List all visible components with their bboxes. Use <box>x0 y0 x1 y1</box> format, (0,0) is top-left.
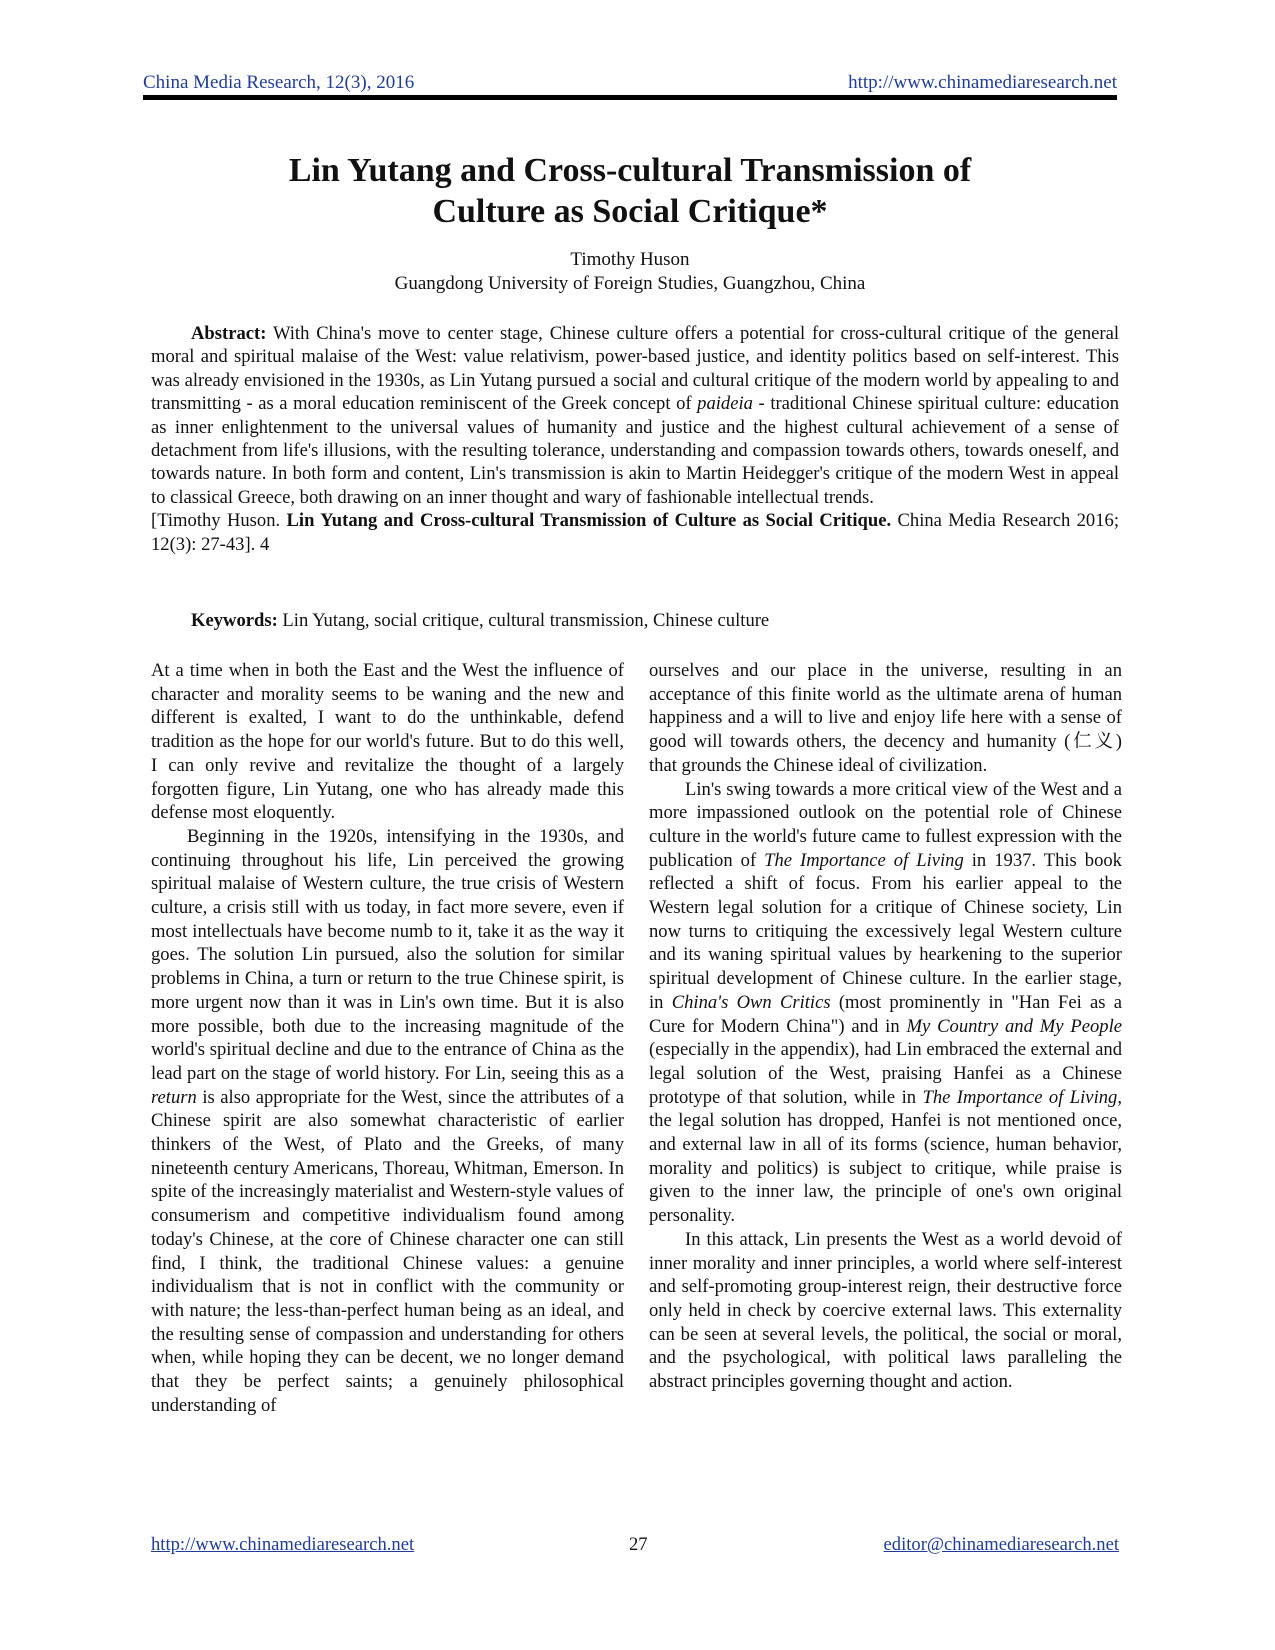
abstract-text-a: With China's move to center stage, Chinese culture offers a potential for cross-cultural critique of the general moral and spiritual malaise of the West: value relativism, power-based justice, and identity politics based on self-interest. This was already envisioned in the 1930s, as Lin Yutang pursued a social and cultural critique of the modern world by appealing to and transmitting - as a moral education reminiscent of the Greek concept of <box>151 323 1119 415</box>
abstract-italic: paideia <box>697 393 753 415</box>
citation-title: Lin Yutang and Cross-cultural Transmission of Culture as Social Critique. <box>286 510 892 532</box>
italic-run: China's Own Critics <box>671 991 831 1013</box>
citation-post: China Media Research 2016; 12(3): 27-43]. 4 <box>151 510 1119 555</box>
text-run: (most prominently in "Han Fei as a Cure for Modern China") and in <box>649 991 1122 1037</box>
italic-run: return <box>151 1086 197 1108</box>
italic-run: The Importance of Living <box>922 1086 1118 1108</box>
footer-url-link[interactable]: http://www.chinamediaresearch.net <box>151 1534 415 1555</box>
abstract-label: Abstract: <box>191 323 267 344</box>
title-line-1: Lin Yutang and Cross-cultural Transmission of <box>288 152 972 189</box>
page-footer <box>151 1534 1119 1560</box>
title-line-2: Culture as Social Critique* <box>432 193 828 230</box>
text-run: (especially in the appendix), had Lin embraced the external and legal solution of the West, praising Hanfei as a Chinese prototype of that solution, while in <box>649 1039 1122 1108</box>
body-paragraph: In this attack, Lin presents the West as a world devoid of inner morality and inner principles, a world where self-interest and self-promoting group-interest reign, their destructive force only held in check by coercive external laws. This externality can be seen at several levels, the political, the social or moral, and the psychological, with political laws paralleling the abstract principles governing thought and action. <box>649 1228 1122 1393</box>
text-run: Beginning in the 1920s, intensifying in the 1930s, and continuing throughout his life, Lin perceived the growing spiritual malaise of Western culture, the true crisis of Western culture, a crisis still with us today, in fact more severe, even if most intellectuals have become numb to it, take it as the way it goes. The solution Lin pursued, also the solution for similar problems in China, a turn or return to the true Chinese spirit, is more urgent now than it was in Lin's own time. But it is also more possible, both due to the increasing magnitude of the world's spiritual decline and due to the entrance of China as the lead part on the stage of world history. For Lin, seeing this as a <box>151 825 624 1084</box>
body-paragraph <box>649 778 1122 1228</box>
author-name: Timothy Huson <box>570 249 690 270</box>
citation <box>151 509 1119 556</box>
paper-title <box>143 150 1117 232</box>
body-paragraph: ourselves and our place in the universe, resulting in an acceptance of this finite world as the ultimate arena of human happiness and a will to live and enjoy life here with a sense of good will towards others, the decency and humanity (仁义) that grounds the Chinese ideal of civilization. <box>649 660 1122 776</box>
citation-pre: [Timothy Huson. <box>151 510 287 532</box>
author-block <box>143 248 1117 296</box>
body-column-left <box>151 659 624 1418</box>
abstract-paragraph <box>151 322 1119 509</box>
header-url-link[interactable]: http://www.chinamediaresearch.net <box>848 72 1117 93</box>
footer-email-link[interactable]: editor@chinamediaresearch.net <box>883 1534 1119 1555</box>
abstract <box>151 322 1119 556</box>
text-run: in 1937. This book reflected a shift of focus. From his earlier appeal to the Western legal solution for a critique of Chinese society, Lin now turns to critiquing the excessively legal Western culture and its waning spiritual values by hearkening to the superior spiritual development of Chinese culture. In the earlier stage, in <box>649 849 1122 1013</box>
keywords <box>151 609 1119 632</box>
page-number: 27 <box>629 1534 648 1555</box>
journal-citation: China Media Research, 12(3), 2016 <box>143 72 415 93</box>
keywords-label: Keywords: <box>191 610 278 631</box>
author-affiliation: Guangdong University of Foreign Studies, Guangzhou, China <box>394 273 866 294</box>
body-column-right <box>649 659 1122 1394</box>
italic-run: My Country and My People <box>906 1015 1122 1037</box>
text-run: Lin's swing towards a more critical view of the West and a more impassioned outlook on the potential role of Chinese culture in the world's future came to fullest expression with the publication of <box>649 778 1122 871</box>
running-header <box>143 70 1117 100</box>
italic-run: The Importance of Living <box>764 849 964 871</box>
text-run: is also appropriate for the West, since the attributes of a Chinese spirit are also somewhat characteristic of earlier thinkers of the West, of Plato and the Greeks, of many nineteenth century Americans, Thoreau, Whitman, Emerson. In spite of the increasingly materialist and Western-style values of consumerism and competitive individualism found among today's Chinese, at the core of Chinese character one can still find, I think, the traditional Chinese values: a genuine individualism that is not in conflict with the community or with nature; the less-than-perfect human being as an ideal, and the resulting sense of compassion and understanding for others when, while hoping they can be decent, we no longer demand that they be perfect saints; a genuinely philosophical understanding of <box>151 1086 624 1416</box>
abstract-text-b: - traditional Chinese spiritual culture: education as inner enlightenment to the universal values of humanity and justice and the highest cultural achievement of a sense of detachment from life's illusions, with the resulting tolerance, understanding and compassion towards others, towards oneself, and towards nature. In both form and content, Lin's transmission is akin to Martin Heidegger's critique of the modern West in appeal to classical Greece, both drawing on an inner thought and wary of fashionable intellectual trends. <box>151 393 1119 508</box>
body-paragraph <box>151 825 624 1418</box>
keywords-text: Lin Yutang, social critique, cultural transmission, Chinese culture <box>277 610 770 631</box>
body-paragraph: At a time when in both the East and the West the influence of character and morality seems to be waning and the new and different is exalted, I want to do the unthinkable, defend tradition as the hope for our world's future. But to do this well, I can only revive and revitalize the thought of a largely forgotten figure, Lin Yutang, one who has already made this defense most eloquently. <box>151 660 624 824</box>
text-run: , the legal solution has dropped, Hanfei is not mentioned once, and external law in all of its forms (science, human behavior, morality and politics) is subject to critique, while praise is given to the inner law, the principle of one's own original personality. <box>649 1086 1122 1227</box>
